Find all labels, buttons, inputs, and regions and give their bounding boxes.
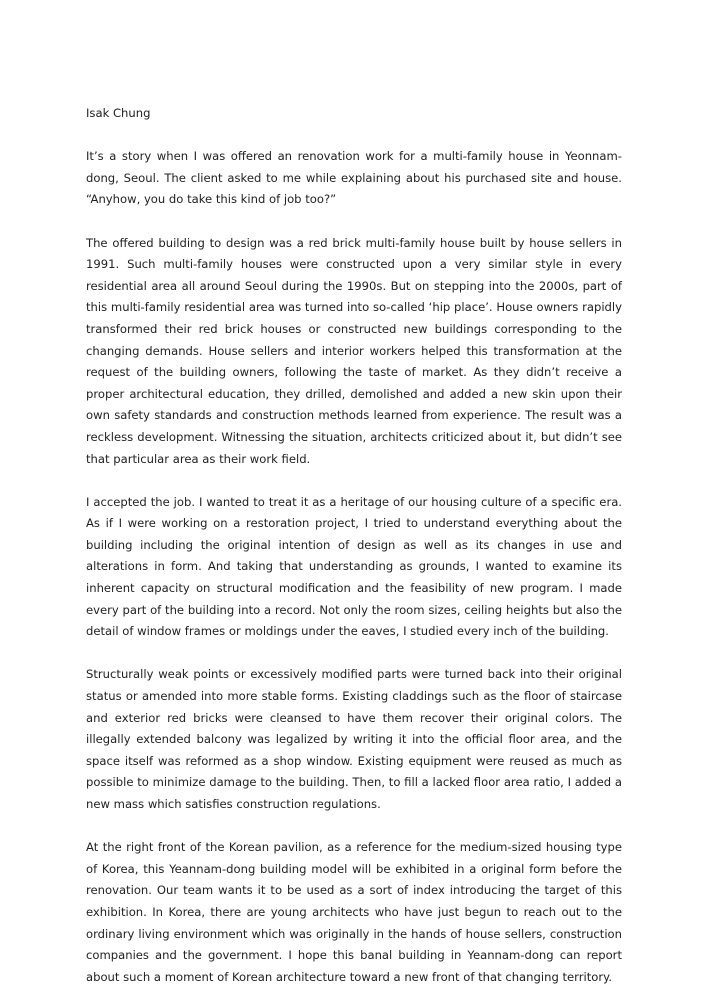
paragraph-exhibition: At the right front of the Korean pavilion, as a reference for the medium-sized housing type of Korea, this Yeannam-dong building model will be exhibited in a original form before the renovation. Our team wants it to be used as a sort of index introducing the target of this exhibition. In Korea, there are young architects who have just begun to reach out to the ordinary living environment which was originally in the hands of house sellers, construction companies and the government. I hope this banal building in Yeannam-dong can report about such a moment of Korean architecture toward a new front of that changing territory. bbox=[86, 840, 622, 984]
paragraph-accepted: I accepted the job. I wanted to treat it as a heritage of our housing culture of a specific era. As if I were working on a restoration project, I tried to understand everything about the building including the original intention of design as well as its changes in use and alterations in form. And taking that understanding as grounds, I wanted to examine its inherent capacity on structural modification and the feasibility of new program. I made every part of the building into a record. Not only the room sizes, ceiling heights but also the detail of window frames or moldings under the eaves, I studied every inch of the building. bbox=[86, 494, 622, 639]
document-page bbox=[86, 103, 622, 988]
paragraph-intro: It’s a story when I was offered an renovation work for a multi-family house in Yeonnam-dong, Seoul. The client asked to me while explaining about his purchased site and house. “Anyhow, you do take this kind of job too?” bbox=[86, 149, 622, 207]
paragraph-building: The offered building to design was a red brick multi-family house built by house sellers in 1991. Such multi-family houses were constructed upon a very similar style in every residential area all around Seoul during the 1990s. But on stepping into the 2000s, part of this multi-family residential area was turned into so-called ‘hip place’. House owners rapidly transformed their red brick houses or constructed new buildings corresponding to the changing demands. House sellers and interior workers helped this transformation at the request of the building owners, following the taste of market. As they didn’t receive a proper architectural education, they drilled, demolished and added a new skin upon their own safety standards and construction methods learned from experience. The result was a reckless development. Witnessing the situation, architects criticized about it, but didn’t see that particular area as their work field. bbox=[86, 235, 622, 466]
paragraph-structural: Structurally weak points or excessively modified parts were turned back into their original status or amended into more stable forms. Existing claddings such as the floor of staircase and exterior red bricks were cleansed to have them recover their original colors. The illegally extended balcony was legalized by writing it into the official floor area, and the space itself was reformed as a shop window. Existing equipment were reused as much as possible to minimize damage to the building. Then, to fill a lacked floor area ratio, I added a new mass which satisfies construction regulations. bbox=[86, 667, 622, 811]
author-name: Isak Chung bbox=[86, 106, 151, 120]
